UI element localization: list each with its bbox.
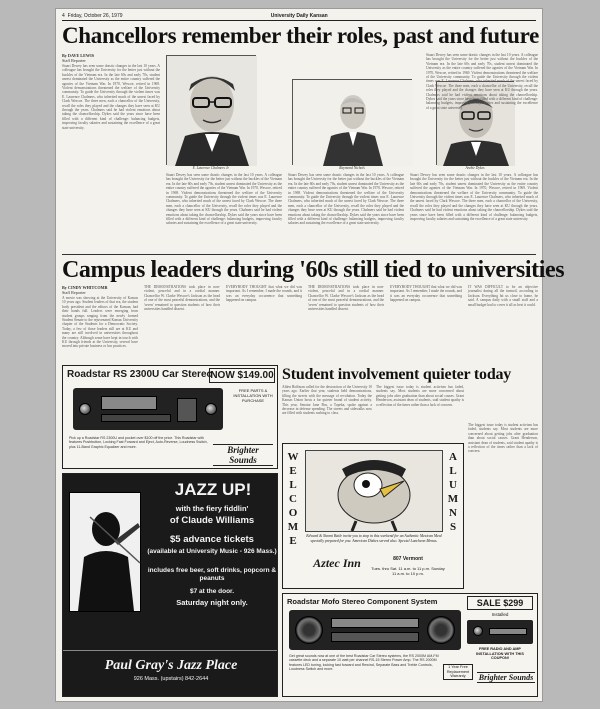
ad-jazz-venue: Paul Gray's Jazz Place [104,658,238,673]
ad-jazz-line3: $5 advance tickets [170,534,254,545]
ad-roadstar-title: Roadstar RS 2300U Car Stereo [67,369,213,380]
divider-1 [62,254,536,255]
ad-mofo-warranty: 1 Year Free Replacement Warranty [443,664,473,680]
ad-jazz-up[interactable] [62,473,278,697]
portrait-nichols-image [293,80,413,166]
story2-column-5 [390,285,462,361]
fiddler-photo [69,492,141,612]
story1-byline-role: Staff Reporter [62,58,86,63]
story2-column-2 [144,285,220,361]
story3-column-2 [376,385,464,435]
ad-jazz-venue-address: 926 Mass. (upstairs) 842-2644 [133,676,209,682]
newspaper-page [55,8,565,702]
equalizer-icon [177,398,197,422]
ad-aztec-address: 807 Vermont [393,556,423,562]
ad-jazz-line7: Saturday night only. [176,598,248,607]
fiddler-image [70,493,140,611]
headline-student-involvement: Student involvement quieter today [282,366,512,383]
story3-text2: The biggest issue today is student activism has faded, students say. Most students are more concerned about getting jobs after graduation than about social causes. Grant Henderson, assistant dean of students, said student apathy is a reflection of the times rather than a lack of concern. [376,385,464,407]
caption-chalmers: E. Laurence Chalmers Jr. [192,166,230,170]
story1-column-3 [288,173,404,251]
aztec-inn-illustration [305,450,443,532]
ad-aztec-name: Aztec Inn [313,556,361,570]
story1-text: Stuart Dewey has seen some drastic changes in the last 10 years. A colleague has brought the University for the better just without the buckles of the Vietnam era. In the late 60s and early 70s, student unrest dominated the University as the entire country suffered the agonies of the Vietnam War. In 1970, Wescoe, retired in 1969. Violent demonstrations threatened the welfare of the University community. To guide the University through the violent times was E. Laurence Chalmers, who inherited much of the unrest faced by Clark Wescoe. The three men, each a chancellor of the University, recall the roles they played and the changes they have seen at KU through the years. Chalmers said he had violent emotions about taking the chancellorship. Dykes said the years since have been filled with a different kind of challenge: balancing budgets, improving faculty salaries and sustaining the excellence of a great state university. [62,64,160,130]
ad-jazz-line6: $7 at the door. [189,588,235,595]
story1-text-top-right: Stuart Dewey has seen some drastic changes in the last 10 years. A colleague has brought the University for the better just without the buckles of the Vietnam era. In the late 60s and early 70s, student unrest dominated the University as the entire country suffered the agonies of the Vietnam War. In 1970, Wescoe, retired in 1969. Violent demonstrations threatened the welfare of the University community. To guide the University through the violent times was E. Laurence Chalmers, who inherited much of the unrest faced by Clark Wescoe. The three men, each a chancellor of the University, recall the roles they played and the changes they have seen at KU through the years. Chalmers said he had violent emotions about taking the chancellorship. Dykes said the years since have been filled with a different kind of challenge: balancing budgets, improving faculty salaries and sustaining the excellence of a great state university. [426,53,538,110]
story2-text3-b: EVERYBODY THOUGHT that what we did was important. As I remember, I made the rounds, and it was an everyday occurrence that something happened on campus. [390,285,462,303]
ad-jazz-line1: with the fiery fiddlin' [175,504,249,513]
cassette-slot-icon [101,414,171,422]
story2-byline-name: By CINDY WHITCOMB [62,285,108,290]
ad-roadstar-car-stereo[interactable] [62,365,278,469]
story3-column-3 [468,423,538,589]
ad-mofo-store: Brighter Sounds [478,673,534,682]
ad-jazz-line4: (available at University Music - 926 Mass.) [147,548,277,555]
story2-text2: THE DEMONSTRATIONS took place in non-violent, peaceful and in a cordial manner. Chancellor W. Clarke Wescoe's Jackson as the head of one of the most peaceful demonstrations, and the 'seven' remained to question students of how their universities handled dissent. [144,285,220,312]
photo-chalmers [166,55,256,165]
caption-nichols: Raymond Nichols [339,166,365,170]
ad-mofo-offer: FREE RADIO AND AMP INSTALLATION WITH THIS COUPON! [476,647,524,661]
ad-alumns-word: ALUMNS [447,451,459,533]
ad-jazz-divider [63,650,277,651]
car-stereo-image [73,388,223,430]
story2-text4: IT WAS DIFFICULT to be an objective journalist during all the turmoil, according to Jackson. Everything hit us close to home, he said. A campus daily with a small staff and a small budget had to cover it all as best it could. [468,285,538,307]
paper-name: University Daily Kansan [270,13,328,19]
amp-unit-image [467,620,533,644]
ad-roadstar-component-system[interactable] [282,593,538,697]
story2-column-3 [226,285,302,361]
story3-text: Alden Hoffman called for the destruction of the University 10 years ago. Earlier that year, students held demonstrations, filling the streets with the message of revolution. Today the Kansas Union hosts a far quieter brand of student activity. This year, Senator Jane Bos, a Topeka, spoke against a decrease in defense spending. The streets and sidewalks now are filled with students rushing to class. [282,385,372,416]
story1-byline [62,53,160,63]
story1-column-4 [410,173,538,251]
story1-column-top-right [426,53,538,110]
story1-text-cont3: Stuart Dewey has seen some drastic changes in the last 10 years. A colleague has brought the University for the better just without the buckles of the Vietnam era. In the late 60s and early 70s, student unrest dominated the University as the entire country suffered the agonies of the Vietnam War. In 1970, Wescoe, retired in 1969. Violent demonstrations threatened the welfare of the University community. To guide the University through the violent times was E. Laurence Chalmers, who inherited much of the unrest faced by Clark Wescoe. The three men, each a chancellor of the University, recall the roles they played and the changes they have seen at KU through the years. Chalmers said he had violent emotions about taking the chancellorship. Dykes said the years since have been filled with a different kind of challenge: balancing budgets, improving faculty salaries and sustaining the excellence of a great state university. [410,173,538,222]
speaker-left-icon [295,616,323,644]
ad-roadstar-price: NOW $149.00 [210,370,274,381]
story1-byline-name: By DAVE LEWIS [62,53,95,58]
ad-mofo-price-note: Installed [491,612,509,617]
component-system-image [289,610,461,650]
portrait-chalmers-image [167,56,257,166]
story3-column-1 [282,385,372,435]
story1-text-cont: Stuart Dewey has seen some drastic changes in the last 10 years. A colleague has brought the University for the better just without the buckles of the Vietnam era. In the late 60s and early 70s, student unrest dominated the University as the entire country suffered the agonies of the Vietnam War. In 1970, Wescoe, retired in 1969. Violent demonstrations threatened the welfare of the University community. To guide the University through the violent times was E. Laurence Chalmers, who inherited much of the unrest faced by Clark Wescoe. The three men, each a chancellor of the University, recall the roles they played and the changes they have seen at KU through the years. Chalmers said he had violent emotions about taking the chancellorship. Dykes said the years since have been filled with a different kind of challenge: balancing budgets, improving faculty salaries and sustaining the excellence of a great state university. [166,173,282,226]
receiver-dial-icon [331,618,419,628]
ad-mofo-title: Roadstar Mofo Stereo Component System [287,597,438,606]
page-number: 4 [62,13,65,19]
amp-panel-icon [331,632,419,642]
jayhawk-drawing-image [306,451,442,531]
story2-text: A movie was showing at the University of Kansas 10 years ago. Student leaders of that era, the student body president and the editors of the Kansan, had their hands full. Leaders were emerging from student groups ranging from the newly formed Student Senate to the rejuvenated Kansas University chapter of the Students for a Democratic Society. Today, a few of those leaders still are at KU and many are still involved in universities throughout the country. Although some have kept in touch with KU through friends at the University, several have moved into private business or law practices. [62,296,138,349]
ad-aztec-inn[interactable] [282,443,464,589]
ad-jazz-line5: includes free beer, soft drinks, popcorn & peanuts [147,567,277,582]
header-page-date [62,13,123,19]
knob-right-icon [205,403,217,415]
story2-text3: EVERYBODY THOUGHT that what we did was important. As I remember, I made the rounds, and it was an everyday occurrence that something happened on campus. [226,285,302,303]
story1-column-1 [62,53,160,249]
headline-campus-leaders: Campus leaders during '60s still tied to universities [62,257,565,283]
page-header [62,12,536,21]
ad-roadstar-note: FREE PARTS & INSTALLATION WITH PURCHASE [233,388,273,403]
story1-column-2 [166,173,282,251]
speaker-right-icon [427,616,455,644]
photo-nichols [292,79,412,165]
story2-column-4 [308,285,384,361]
page-date: Friday, October 26, 1979 [67,13,123,19]
ad-aztec-hours: Tues. thru Sat. 11 a.m. to 11 p.m. Sunday 11 a.m. to 10 p.m. [371,566,445,576]
story2-column-1 [62,285,138,361]
headline-chancellors: Chancellors remember their roles, past and future [62,23,539,48]
story1-text-cont2: Stuart Dewey has seen some drastic changes in the last 10 years. A colleague has brought the University for the better just without the buckles of the Vietnam era. In the late 60s and early 70s, student unrest dominated the University as the entire country suffered the agonies of the Vietnam War. In 1970, Wescoe, retired in 1969. Violent demonstrations threatened the welfare of the University community. To guide the University through the violent times was E. Laurence Chalmers, who inherited much of the unrest faced by Clark Wescoe. The three men, each a chancellor of the University, recall the roles they played and the changes they have seen at KU through the years. Chalmers said he had violent emotions about taking the chancellorship. Dykes said the years since have been filled with a different kind of challenge: balancing budgets, improving faculty salaries and sustaining the excellence of a great state university. [288,173,404,226]
ad-jazz-title: JAZZ UP! [174,480,252,499]
story2-byline-role: Staff Reporter [62,290,86,295]
ad-welcome-word: WELCOME [287,451,299,547]
ad-roadstar-body: Pick up a Roadstar RS 2300U and pocket over $100 off the price. This Roadstar with features Pushbutton, Locking Fast Forward and Eject, Auto-Reverse, Loudness Switch, plus 11-Band Graphic Equalizer and more. [69,436,208,449]
amp-knob-icon [473,626,483,636]
story2-column-6 [468,285,538,421]
tuner-dial-icon [101,396,157,410]
story2-byline [62,285,138,295]
ad-mofo-price: SALE $299 [467,596,533,610]
caption-dykes: Archie Dykes [465,166,485,170]
ad-welcome-body: Edward & Naomi Baile invite you to stop in this weekend for an Authentic Mexican Meal specially prepared for you. American Dishes served also. Special Luncheon Menus. [306,534,442,543]
amp-display-icon [489,628,527,635]
knob-left-icon [79,403,91,415]
ad-jazz-line2: of Claude Williams [169,515,255,526]
ad-roadstar-store: Brighter Sounds [213,444,273,466]
story3-text2-b: The biggest issue today is student activism has faded, students say. Most students are more concerned about getting jobs after graduation than about social causes. Grant Henderson, assistant dean of students, said student apathy is a reflection of the times rather than a lack of concern. [468,423,538,454]
ad-mofo-body: Get great sounds now at one of the best Roadstar Car Stereo systems, the RS 2000M AM-FM cassette deck and a separate 10 watt per channel RS-15 Stereo Power Amp. The RS 2000M features LED tuning, locking fast forward and Rewind, Separate Bass and Treble Controls, Loudness Switch and more. [289,654,439,672]
story2-text2-b: THE DEMONSTRATIONS took place in non-violent, peaceful and in a cordial manner. Chancellor W. Clarke Wescoe's Jackson as the head of one of the most peaceful demonstrations, and the 'seven' remained to question students of how their universities handled dissent. [308,285,384,312]
